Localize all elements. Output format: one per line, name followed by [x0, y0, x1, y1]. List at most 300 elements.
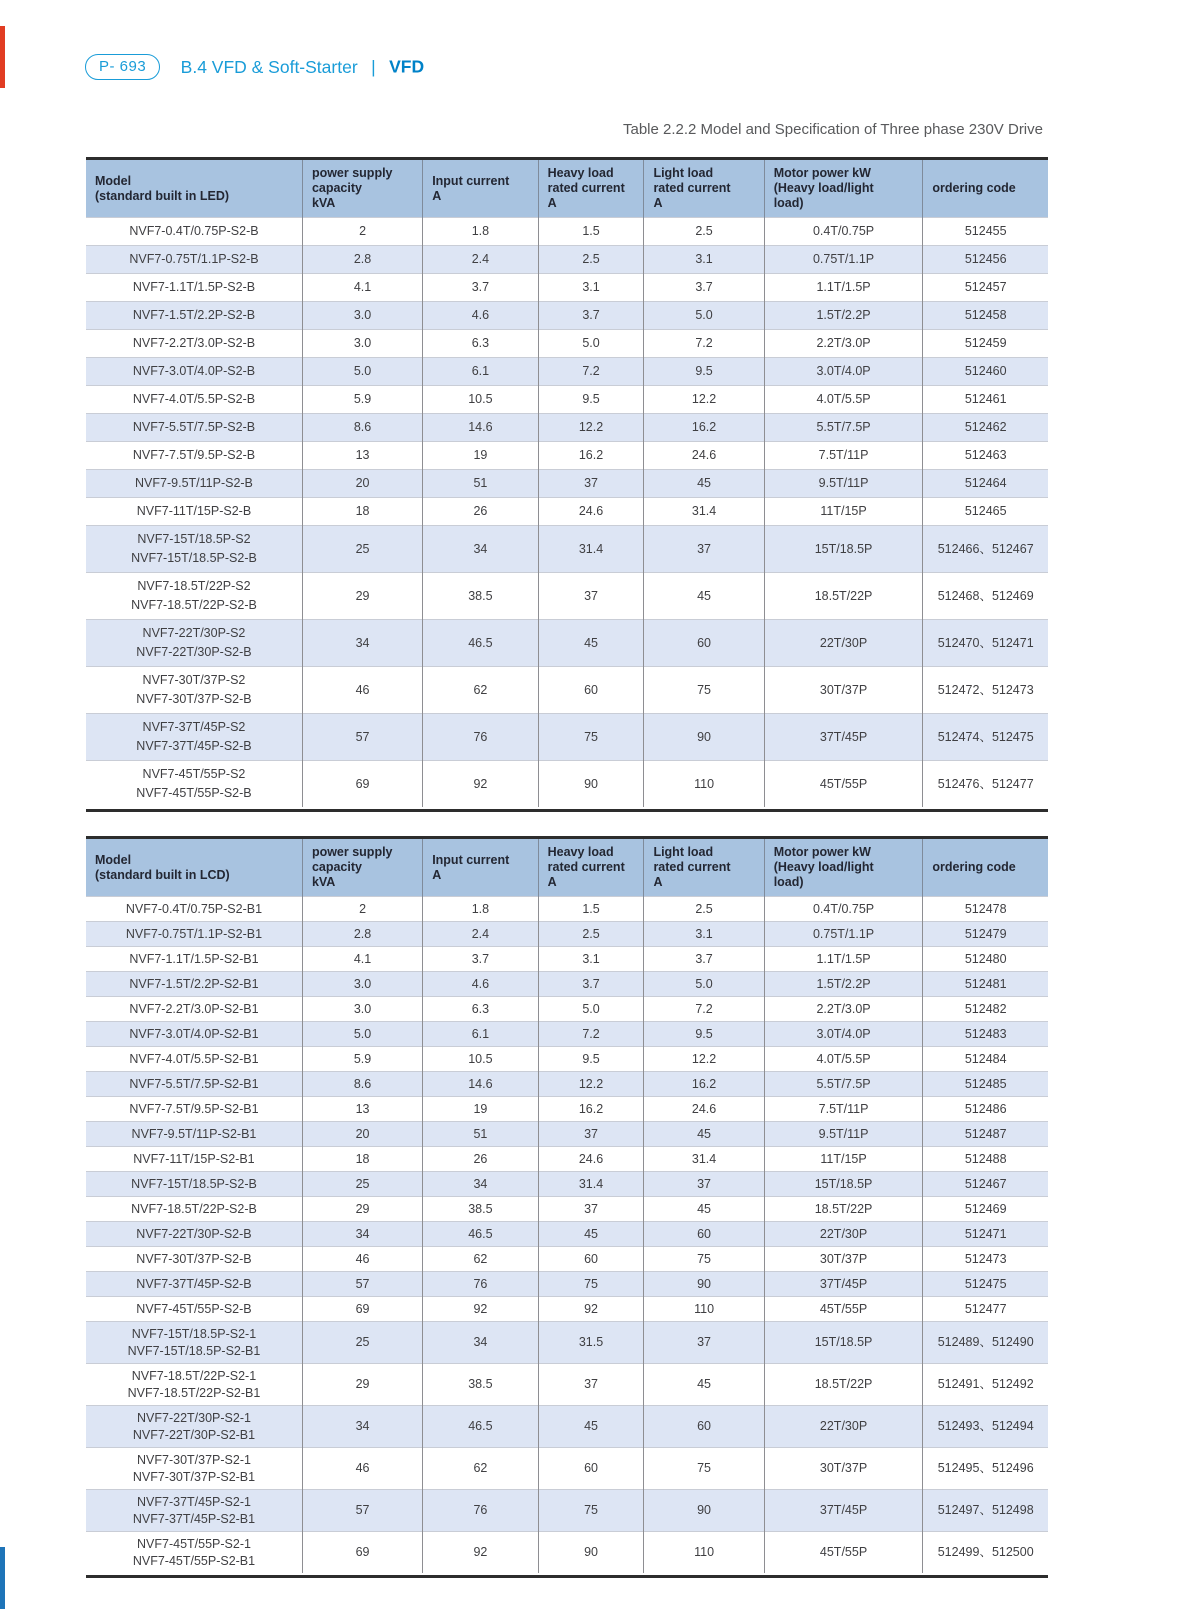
value-cell: 5.0 — [538, 997, 644, 1022]
value-cell: 69 — [302, 1297, 422, 1322]
value-cell: 46.5 — [423, 620, 538, 667]
model-line: NVF7-37T/45P-S2-1 — [137, 1494, 251, 1509]
value-cell: 110 — [644, 761, 764, 808]
value-cell: 75 — [644, 1448, 764, 1490]
model-line: NVF7-2.2T/3.0P-S2-B1 — [129, 1001, 259, 1016]
model-line: NVF7-5.5T/7.5P-S2-B1 — [129, 1076, 259, 1091]
value-cell: 8.6 — [302, 414, 422, 442]
value-cell: 9.5 — [644, 1022, 764, 1047]
value-cell: 0.75T/1.1P — [764, 246, 923, 274]
table-row — [86, 358, 1048, 386]
model-line: NVF7-37T/45P-S2-B1 — [132, 1511, 256, 1526]
model-line: NVF7-45T/55P-S2-B — [136, 786, 252, 800]
model-line: NVF7-0.75T/1.1P-S2-B1 — [125, 926, 263, 941]
table-row — [86, 1490, 1048, 1532]
column-header-line: rated current — [653, 181, 731, 195]
table-row — [86, 947, 1048, 972]
table-row — [86, 274, 1048, 302]
value-cell: 37 — [538, 1364, 644, 1406]
table-row — [86, 897, 1048, 922]
value-cell: 51 — [423, 470, 538, 498]
model-line: NVF7-9.5T/11P-S2-B — [135, 476, 253, 490]
value-cell: 31.4 — [644, 1147, 764, 1172]
model-cell — [86, 1222, 302, 1247]
value-cell: 5.9 — [302, 1047, 422, 1072]
column-header-line: Motor power kW — [773, 166, 871, 180]
model-cell — [86, 922, 302, 947]
value-cell: 29 — [302, 573, 422, 620]
value-cell: 75 — [538, 714, 644, 761]
value-cell: 16.2 — [644, 1072, 764, 1097]
value-cell: 110 — [644, 1297, 764, 1322]
model-line: NVF7-4.0T/5.5P-S2-B1 — [129, 1051, 259, 1066]
value-cell: 3.0T/4.0P — [764, 1022, 923, 1047]
value-cell: 13 — [302, 442, 422, 470]
table-row — [86, 498, 1048, 526]
value-cell: 31.5 — [538, 1322, 644, 1364]
model-line: NVF7-30T/37P-S2-B — [136, 1251, 252, 1266]
ordering-code-cell: 512462 — [923, 414, 1048, 442]
model-cell — [86, 274, 302, 302]
column-header — [302, 839, 422, 897]
column-header-line: Heavy load — [547, 166, 614, 180]
table-row — [86, 1448, 1048, 1490]
value-cell: 2.4 — [423, 922, 538, 947]
value-cell: 90 — [644, 714, 764, 761]
column-header-line: kVA — [311, 875, 336, 889]
model-line: NVF7-45T/55P-S2-B — [136, 1301, 252, 1316]
ordering-code-cell: 512493、512494 — [923, 1406, 1048, 1448]
ordering-code-cell: 512468、512469 — [923, 573, 1048, 620]
ordering-code-cell: 512478 — [923, 897, 1048, 922]
model-line: NVF7-45T/55P-S2-B1 — [132, 1553, 256, 1568]
model-line: NVF7-15T/18.5P-S2-B — [131, 1176, 257, 1191]
value-cell: 34 — [302, 1406, 422, 1448]
model-line: NVF7-2.2T/3.0P-S2-B — [132, 336, 256, 350]
model-line: NVF7-22T/30P-S2-B1 — [132, 1427, 256, 1442]
column-header-line: Light load — [653, 845, 714, 859]
model-cell — [86, 1147, 302, 1172]
value-cell: 1.1T/1.5P — [764, 274, 923, 302]
value-cell: 7.5T/11P — [764, 1097, 923, 1122]
value-cell: 25 — [302, 1322, 422, 1364]
column-header-line: ordering code — [932, 181, 1016, 195]
column-header-line: Light load — [653, 166, 714, 180]
value-cell: 7.5T/11P — [764, 442, 923, 470]
model-cell — [86, 1448, 302, 1490]
column-header-line: power supply — [311, 845, 393, 859]
column-header-line: A — [432, 867, 442, 882]
column-header — [923, 839, 1048, 897]
value-cell: 34 — [302, 620, 422, 667]
value-cell: 3.7 — [423, 274, 538, 302]
model-cell — [86, 386, 302, 414]
value-cell: 37 — [644, 1322, 764, 1364]
model-line: NVF7-18.5T/22P-S2-B — [131, 1201, 257, 1216]
table-row — [86, 330, 1048, 358]
value-cell: 20 — [302, 470, 422, 498]
value-cell: 60 — [538, 1247, 644, 1272]
value-cell: 5.9 — [302, 386, 422, 414]
column-header-line: rated current — [547, 860, 625, 874]
value-cell: 5.0 — [302, 358, 422, 386]
model-line: NVF7-37T/45P-S2-B — [136, 739, 252, 753]
value-cell: 31.4 — [538, 1172, 644, 1197]
value-cell: 3.0 — [302, 997, 422, 1022]
value-cell: 18.5T/22P — [764, 1364, 923, 1406]
value-cell: 4.6 — [423, 972, 538, 997]
column-header-line: rated current — [547, 181, 625, 195]
model-line: NVF7-15T/18.5P-S2-1 — [131, 1326, 257, 1341]
model-cell — [86, 526, 302, 573]
column-header-line: A — [432, 188, 442, 203]
value-cell: 7.2 — [538, 358, 644, 386]
value-cell: 45 — [644, 1364, 764, 1406]
column-header-line: rated current — [653, 860, 731, 874]
value-cell: 2.8 — [302, 246, 422, 274]
model-line: NVF7-18.5T/22P-S2-B1 — [127, 1385, 261, 1400]
value-cell: 31.4 — [644, 498, 764, 526]
value-cell: 31.4 — [538, 526, 644, 573]
value-cell: 2 — [302, 897, 422, 922]
value-cell: 3.1 — [644, 246, 764, 274]
ordering-code-cell: 512465 — [923, 498, 1048, 526]
column-header-line: (standard built in LED) — [95, 188, 230, 203]
value-cell: 4.0T/5.5P — [764, 386, 923, 414]
model-cell — [86, 1022, 302, 1047]
column-header-line: ordering code — [932, 860, 1016, 874]
value-cell: 38.5 — [423, 573, 538, 620]
section-divider: | — [371, 56, 376, 77]
value-cell: 20 — [302, 1122, 422, 1147]
value-cell: 38.5 — [423, 1197, 538, 1222]
value-cell: 2.5 — [538, 922, 644, 947]
value-cell: 19 — [423, 442, 538, 470]
column-header-line: load) — [773, 875, 804, 889]
value-cell: 26 — [423, 1147, 538, 1172]
spec-table-led-wrap — [86, 157, 1048, 812]
column-header — [644, 160, 764, 218]
value-cell: 2.4 — [423, 246, 538, 274]
model-cell — [86, 498, 302, 526]
value-cell: 24.6 — [644, 442, 764, 470]
model-cell — [86, 1322, 302, 1364]
model-line: NVF7-45T/55P-S2 — [142, 767, 246, 781]
column-header-line: (standard built in LCD) — [95, 867, 230, 882]
ordering-code-cell: 512497、512498 — [923, 1490, 1048, 1532]
table-row — [86, 1272, 1048, 1297]
value-cell: 90 — [538, 761, 644, 808]
model-cell — [86, 1406, 302, 1448]
model-line: NVF7-30T/37P-S2-1 — [137, 1452, 251, 1467]
model-line: NVF7-30T/37P-S2-B1 — [132, 1469, 256, 1484]
table-row — [86, 1222, 1048, 1247]
table-row — [86, 1247, 1048, 1272]
column-header-line: power supply — [311, 166, 393, 180]
value-cell: 46.5 — [423, 1406, 538, 1448]
value-cell: 5.5T/7.5P — [764, 1072, 923, 1097]
value-cell: 5.0 — [644, 972, 764, 997]
table-row — [86, 1197, 1048, 1222]
value-cell: 25 — [302, 1172, 422, 1197]
ordering-code-cell: 512456 — [923, 246, 1048, 274]
ordering-code-cell: 512461 — [923, 386, 1048, 414]
model-line: NVF7-3.0T/4.0P-S2-B1 — [129, 1026, 259, 1041]
value-cell: 3.0 — [302, 302, 422, 330]
value-cell: 5.5T/7.5P — [764, 414, 923, 442]
ordering-code-cell: 512489、512490 — [923, 1322, 1048, 1364]
value-cell: 46 — [302, 1448, 422, 1490]
value-cell: 5.0 — [302, 1022, 422, 1047]
value-cell: 30T/37P — [764, 1247, 923, 1272]
value-cell: 4.6 — [423, 302, 538, 330]
column-header — [86, 160, 302, 218]
table-row — [86, 997, 1048, 1022]
value-cell: 1.8 — [423, 897, 538, 922]
model-cell — [86, 1047, 302, 1072]
column-header — [644, 839, 764, 897]
model-line: NVF7-22T/30P-S2-B — [136, 1226, 252, 1241]
value-cell: 24.6 — [538, 1147, 644, 1172]
model-line: NVF7-9.5T/11P-S2-B1 — [131, 1126, 257, 1141]
model-line: NVF7-30T/37P-S2 — [142, 673, 246, 687]
column-header — [764, 160, 923, 218]
ordering-code-cell: 512457 — [923, 274, 1048, 302]
value-cell: 19 — [423, 1097, 538, 1122]
value-cell: 34 — [302, 1222, 422, 1247]
model-cell — [86, 1272, 302, 1297]
ordering-code-cell: 512485 — [923, 1072, 1048, 1097]
column-header-line: (Heavy load/light — [773, 181, 874, 195]
model-cell — [86, 1097, 302, 1122]
ordering-code-cell: 512482 — [923, 997, 1048, 1022]
table-row — [86, 386, 1048, 414]
value-cell: 45T/55P — [764, 761, 923, 808]
value-cell: 90 — [644, 1272, 764, 1297]
column-header-line: Input current — [432, 852, 510, 867]
model-cell — [86, 1072, 302, 1097]
value-cell: 3.7 — [538, 972, 644, 997]
ordering-code-cell: 512467 — [923, 1172, 1048, 1197]
value-cell: 9.5 — [538, 386, 644, 414]
value-cell: 3.7 — [644, 947, 764, 972]
value-cell: 29 — [302, 1364, 422, 1406]
value-cell: 37 — [644, 1172, 764, 1197]
value-cell: 3.0T/4.0P — [764, 358, 923, 386]
table-row — [86, 1322, 1048, 1364]
model-cell — [86, 620, 302, 667]
model-line: NVF7-37T/45P-S2 — [142, 720, 246, 734]
value-cell: 4.0T/5.5P — [764, 1047, 923, 1072]
value-cell: 12.2 — [538, 1072, 644, 1097]
column-header — [538, 839, 644, 897]
column-header-line: (Heavy load/light — [773, 860, 874, 874]
ordering-code-cell: 512499、512500 — [923, 1532, 1048, 1574]
value-cell: 29 — [302, 1197, 422, 1222]
model-line: NVF7-1.5T/2.2P-S2-B — [132, 308, 256, 322]
value-cell: 9.5T/11P — [764, 470, 923, 498]
value-cell: 2.2T/3.0P — [764, 997, 923, 1022]
value-cell: 16.2 — [538, 442, 644, 470]
value-cell: 24.6 — [538, 498, 644, 526]
header-row — [86, 160, 1048, 218]
value-cell: 69 — [302, 761, 422, 808]
table-caption: Table 2.2.2 Model and Specification of Three phase 230V Drive — [623, 121, 1043, 138]
value-cell: 25 — [302, 526, 422, 573]
value-cell: 3.0 — [302, 330, 422, 358]
value-cell: 46 — [302, 1247, 422, 1272]
model-line: NVF7-15T/18.5P-S2 — [137, 532, 251, 546]
value-cell: 76 — [423, 1490, 538, 1532]
value-cell: 3.1 — [538, 947, 644, 972]
table-row — [86, 442, 1048, 470]
column-header-line: Input current — [432, 173, 510, 188]
value-cell: 45 — [538, 620, 644, 667]
column-header-line: Model — [95, 173, 132, 188]
ordering-code-cell: 512474、512475 — [923, 714, 1048, 761]
value-cell: 2.5 — [538, 246, 644, 274]
value-cell: 15T/18.5P — [764, 526, 923, 573]
ordering-code-cell: 512495、512496 — [923, 1448, 1048, 1490]
value-cell: 37T/45P — [764, 714, 923, 761]
column-header — [538, 160, 644, 218]
value-cell: 62 — [423, 1247, 538, 1272]
ordering-code-cell: 512460 — [923, 358, 1048, 386]
model-cell — [86, 1247, 302, 1272]
table-row — [86, 470, 1048, 498]
value-cell: 7.2 — [538, 1022, 644, 1047]
model-cell — [86, 1297, 302, 1322]
value-cell: 75 — [644, 1247, 764, 1272]
value-cell: 57 — [302, 714, 422, 761]
column-header-line: Motor power kW — [773, 845, 871, 859]
value-cell: 76 — [423, 714, 538, 761]
value-cell: 92 — [538, 1297, 644, 1322]
table-row — [86, 246, 1048, 274]
ordering-code-cell: 512455 — [923, 218, 1048, 246]
value-cell: 4.1 — [302, 274, 422, 302]
value-cell: 110 — [644, 1532, 764, 1574]
value-cell: 1.5T/2.2P — [764, 302, 923, 330]
column-header-line: kVA — [311, 196, 336, 210]
spec-table-led — [86, 160, 1048, 807]
table-row — [86, 1364, 1048, 1406]
table-row — [86, 573, 1048, 620]
model-cell — [86, 1122, 302, 1147]
value-cell: 45 — [644, 573, 764, 620]
value-cell: 92 — [423, 761, 538, 808]
table-row — [86, 1122, 1048, 1147]
value-cell: 9.5T/11P — [764, 1122, 923, 1147]
column-header — [764, 839, 923, 897]
value-cell: 51 — [423, 1122, 538, 1147]
model-cell — [86, 667, 302, 714]
table-row — [86, 620, 1048, 667]
value-cell: 46 — [302, 667, 422, 714]
value-cell: 11T/15P — [764, 498, 923, 526]
value-cell: 45T/55P — [764, 1532, 923, 1574]
table-row — [86, 1532, 1048, 1574]
value-cell: 3.0 — [302, 972, 422, 997]
value-cell: 18.5T/22P — [764, 1197, 923, 1222]
column-header-line: Model — [95, 852, 132, 867]
model-line: NVF7-0.75T/1.1P-S2-B — [129, 252, 259, 266]
model-cell — [86, 947, 302, 972]
model-line: NVF7-7.5T/9.5P-S2-B — [132, 448, 256, 462]
value-cell: 45 — [644, 1122, 764, 1147]
value-cell: 46.5 — [423, 1222, 538, 1247]
value-cell: 22T/30P — [764, 1222, 923, 1247]
tables-area — [86, 157, 1048, 1578]
value-cell: 57 — [302, 1490, 422, 1532]
value-cell: 1.5 — [538, 218, 644, 246]
value-cell: 45 — [644, 470, 764, 498]
table-row — [86, 1297, 1048, 1322]
value-cell: 5.0 — [644, 302, 764, 330]
value-cell: 15T/18.5P — [764, 1322, 923, 1364]
model-line: NVF7-0.4T/0.75P-S2-B — [129, 224, 259, 238]
value-cell: 75 — [644, 667, 764, 714]
value-cell: 38.5 — [423, 1364, 538, 1406]
column-header-line: capacity — [311, 860, 362, 874]
value-cell: 22T/30P — [764, 1406, 923, 1448]
value-cell: 6.3 — [423, 997, 538, 1022]
value-cell: 16.2 — [644, 414, 764, 442]
value-cell: 4.1 — [302, 947, 422, 972]
value-cell: 6.1 — [423, 358, 538, 386]
model-cell — [86, 1172, 302, 1197]
value-cell: 1.5T/2.2P — [764, 972, 923, 997]
spec-table-lcd-wrap — [86, 836, 1048, 1578]
model-line: NVF7-5.5T/7.5P-S2-B — [132, 420, 256, 434]
value-cell: 6.1 — [423, 1022, 538, 1047]
ordering-code-cell: 512476、512477 — [923, 761, 1048, 808]
value-cell: 90 — [644, 1490, 764, 1532]
value-cell: 0.4T/0.75P — [764, 897, 923, 922]
value-cell: 3.1 — [538, 274, 644, 302]
value-cell: 37 — [538, 573, 644, 620]
table-row — [86, 972, 1048, 997]
value-cell: 2.5 — [644, 897, 764, 922]
value-cell: 1.1T/1.5P — [764, 947, 923, 972]
ordering-code-cell: 512469 — [923, 1197, 1048, 1222]
value-cell: 30T/37P — [764, 667, 923, 714]
value-cell: 12.2 — [644, 1047, 764, 1072]
ordering-code-cell: 512466、512467 — [923, 526, 1048, 573]
table-row — [86, 1022, 1048, 1047]
value-cell: 10.5 — [423, 1047, 538, 1072]
ordering-code-cell: 512471 — [923, 1222, 1048, 1247]
section-title: B.4 VFD & Soft-Starter — [180, 56, 358, 77]
value-cell: 2.8 — [302, 922, 422, 947]
model-cell — [86, 897, 302, 922]
table-row — [86, 1406, 1048, 1448]
model-line: NVF7-7.5T/9.5P-S2-B1 — [129, 1101, 259, 1116]
value-cell: 10.5 — [423, 386, 538, 414]
ordering-code-cell: 512459 — [923, 330, 1048, 358]
value-cell: 92 — [423, 1532, 538, 1574]
model-line: NVF7-3.0T/4.0P-S2-B — [132, 364, 256, 378]
value-cell: 0.75T/1.1P — [764, 922, 923, 947]
column-header-line: load) — [773, 196, 804, 210]
ordering-code-cell: 512484 — [923, 1047, 1048, 1072]
ordering-code-cell: 512475 — [923, 1272, 1048, 1297]
model-line: NVF7-15T/18.5P-S2-B — [131, 551, 257, 565]
model-cell — [86, 414, 302, 442]
value-cell: 24.6 — [644, 1097, 764, 1122]
value-cell: 2.2T/3.0P — [764, 330, 923, 358]
model-line: NVF7-4.0T/5.5P-S2-B — [132, 392, 256, 406]
